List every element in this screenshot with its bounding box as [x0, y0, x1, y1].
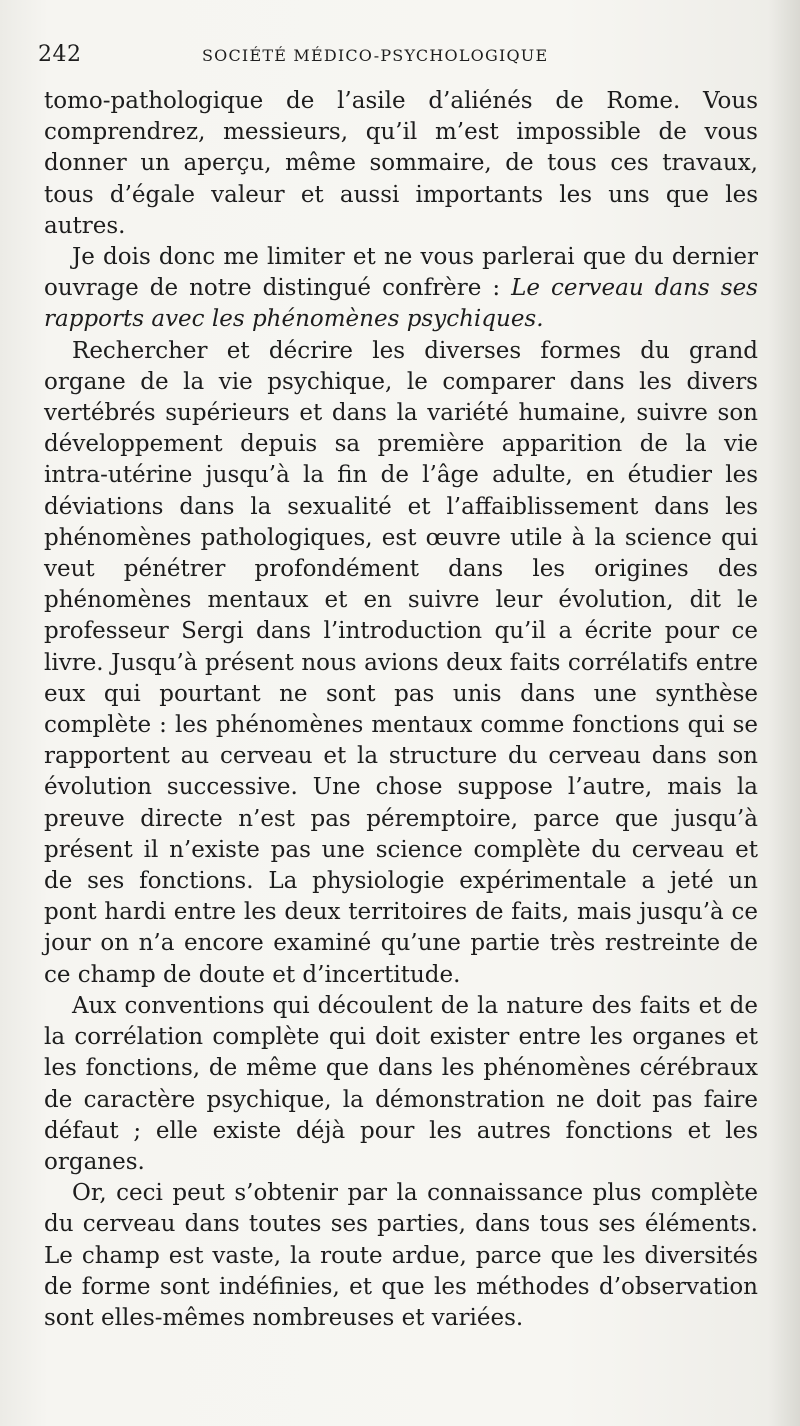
page-number: 242 — [38, 42, 82, 67]
book-title: Le cerveau dans ses rapports avec les phénomènes psychiques. — [44, 275, 758, 333]
running-head: SOCIÉTÉ MÉDICO-PSYCHOLOGIQUE — [202, 46, 549, 65]
page-header — [38, 42, 750, 72]
paragraph-4: Aux conventions qui découlent de la nature des faits et de la corrélation complète qui doit exister entre les organes et les fonctions, de même que dans les phénomènes cérébraux de caractère psychique, la démonstration ne doit pas faire défaut ; elle existe déjà pour les autres fonctions et les organes. — [44, 992, 758, 1175]
paragraph-3: Rechercher et décrire les diverses formes du grand organe de la vie psychique, le comparer dans les divers vertébrés supérieurs et dans la variété humaine, suivre son développement depuis sa première apparition de la vie intra-utérine jusqu’à la fin de l’âge adulte, en étudier les déviations dans la sexualité et l’affaiblissement dans les phénomènes pathologiques, est œuvre utile à la science qui veut pénétrer profondément dans les origines des phénomènes mentaux et en suivre leur évolution, dit le professeur Sergi dans l’introduction qu’il a écrite pour ce livre. Jusqu’à présent nous avions deux faits corrélatifs entre eux qui pourtant ne sont pas unis dans une synthèse complète : les phénomènes mentaux comme fonctions qui se rapportent au cerveau et la structure du cerveau dans son évolution successive. Une chose suppose l’autre, mais la preuve directe n’est pas péremptoire, parce que jusqu’à présent il n’existe pas une science complète du cerveau et de ses fonctions. La physiologie expérimentale a jeté un pont hardi entre les deux territoires de faits, mais jusqu’à ce jour on n’a encore examiné qu’une partie très restreinte de ce champ de doute et d’incertitude. — [44, 337, 758, 988]
body-text — [44, 86, 758, 1334]
paragraph-5: Or, ceci peut s’obtenir par la connaissance plus complète du cerveau dans toutes ses parties, dans tous ses éléments. Le champ est vaste, la route ardue, parce que les diversités de forme sont indéfinies, et que les méthodes d’observation sont elles-mêmes nombreuses et variées. — [44, 1180, 758, 1331]
paragraph-1: tomo-pathologique de l’asile d’aliénés de Rome. Vous comprendrez, messieurs, qu’il m’est impossible de vous donner un aperçu, même sommaire, de tous ces travaux, tous d’égale valeur et aussi importants les uns que les autres. — [44, 88, 758, 239]
paragraph-2 — [44, 242, 758, 336]
paragraph-2-text: Je dois donc me limiter et ne vous parlerai que du dernier ouvrage de notre distingué confrère : — [44, 244, 758, 302]
